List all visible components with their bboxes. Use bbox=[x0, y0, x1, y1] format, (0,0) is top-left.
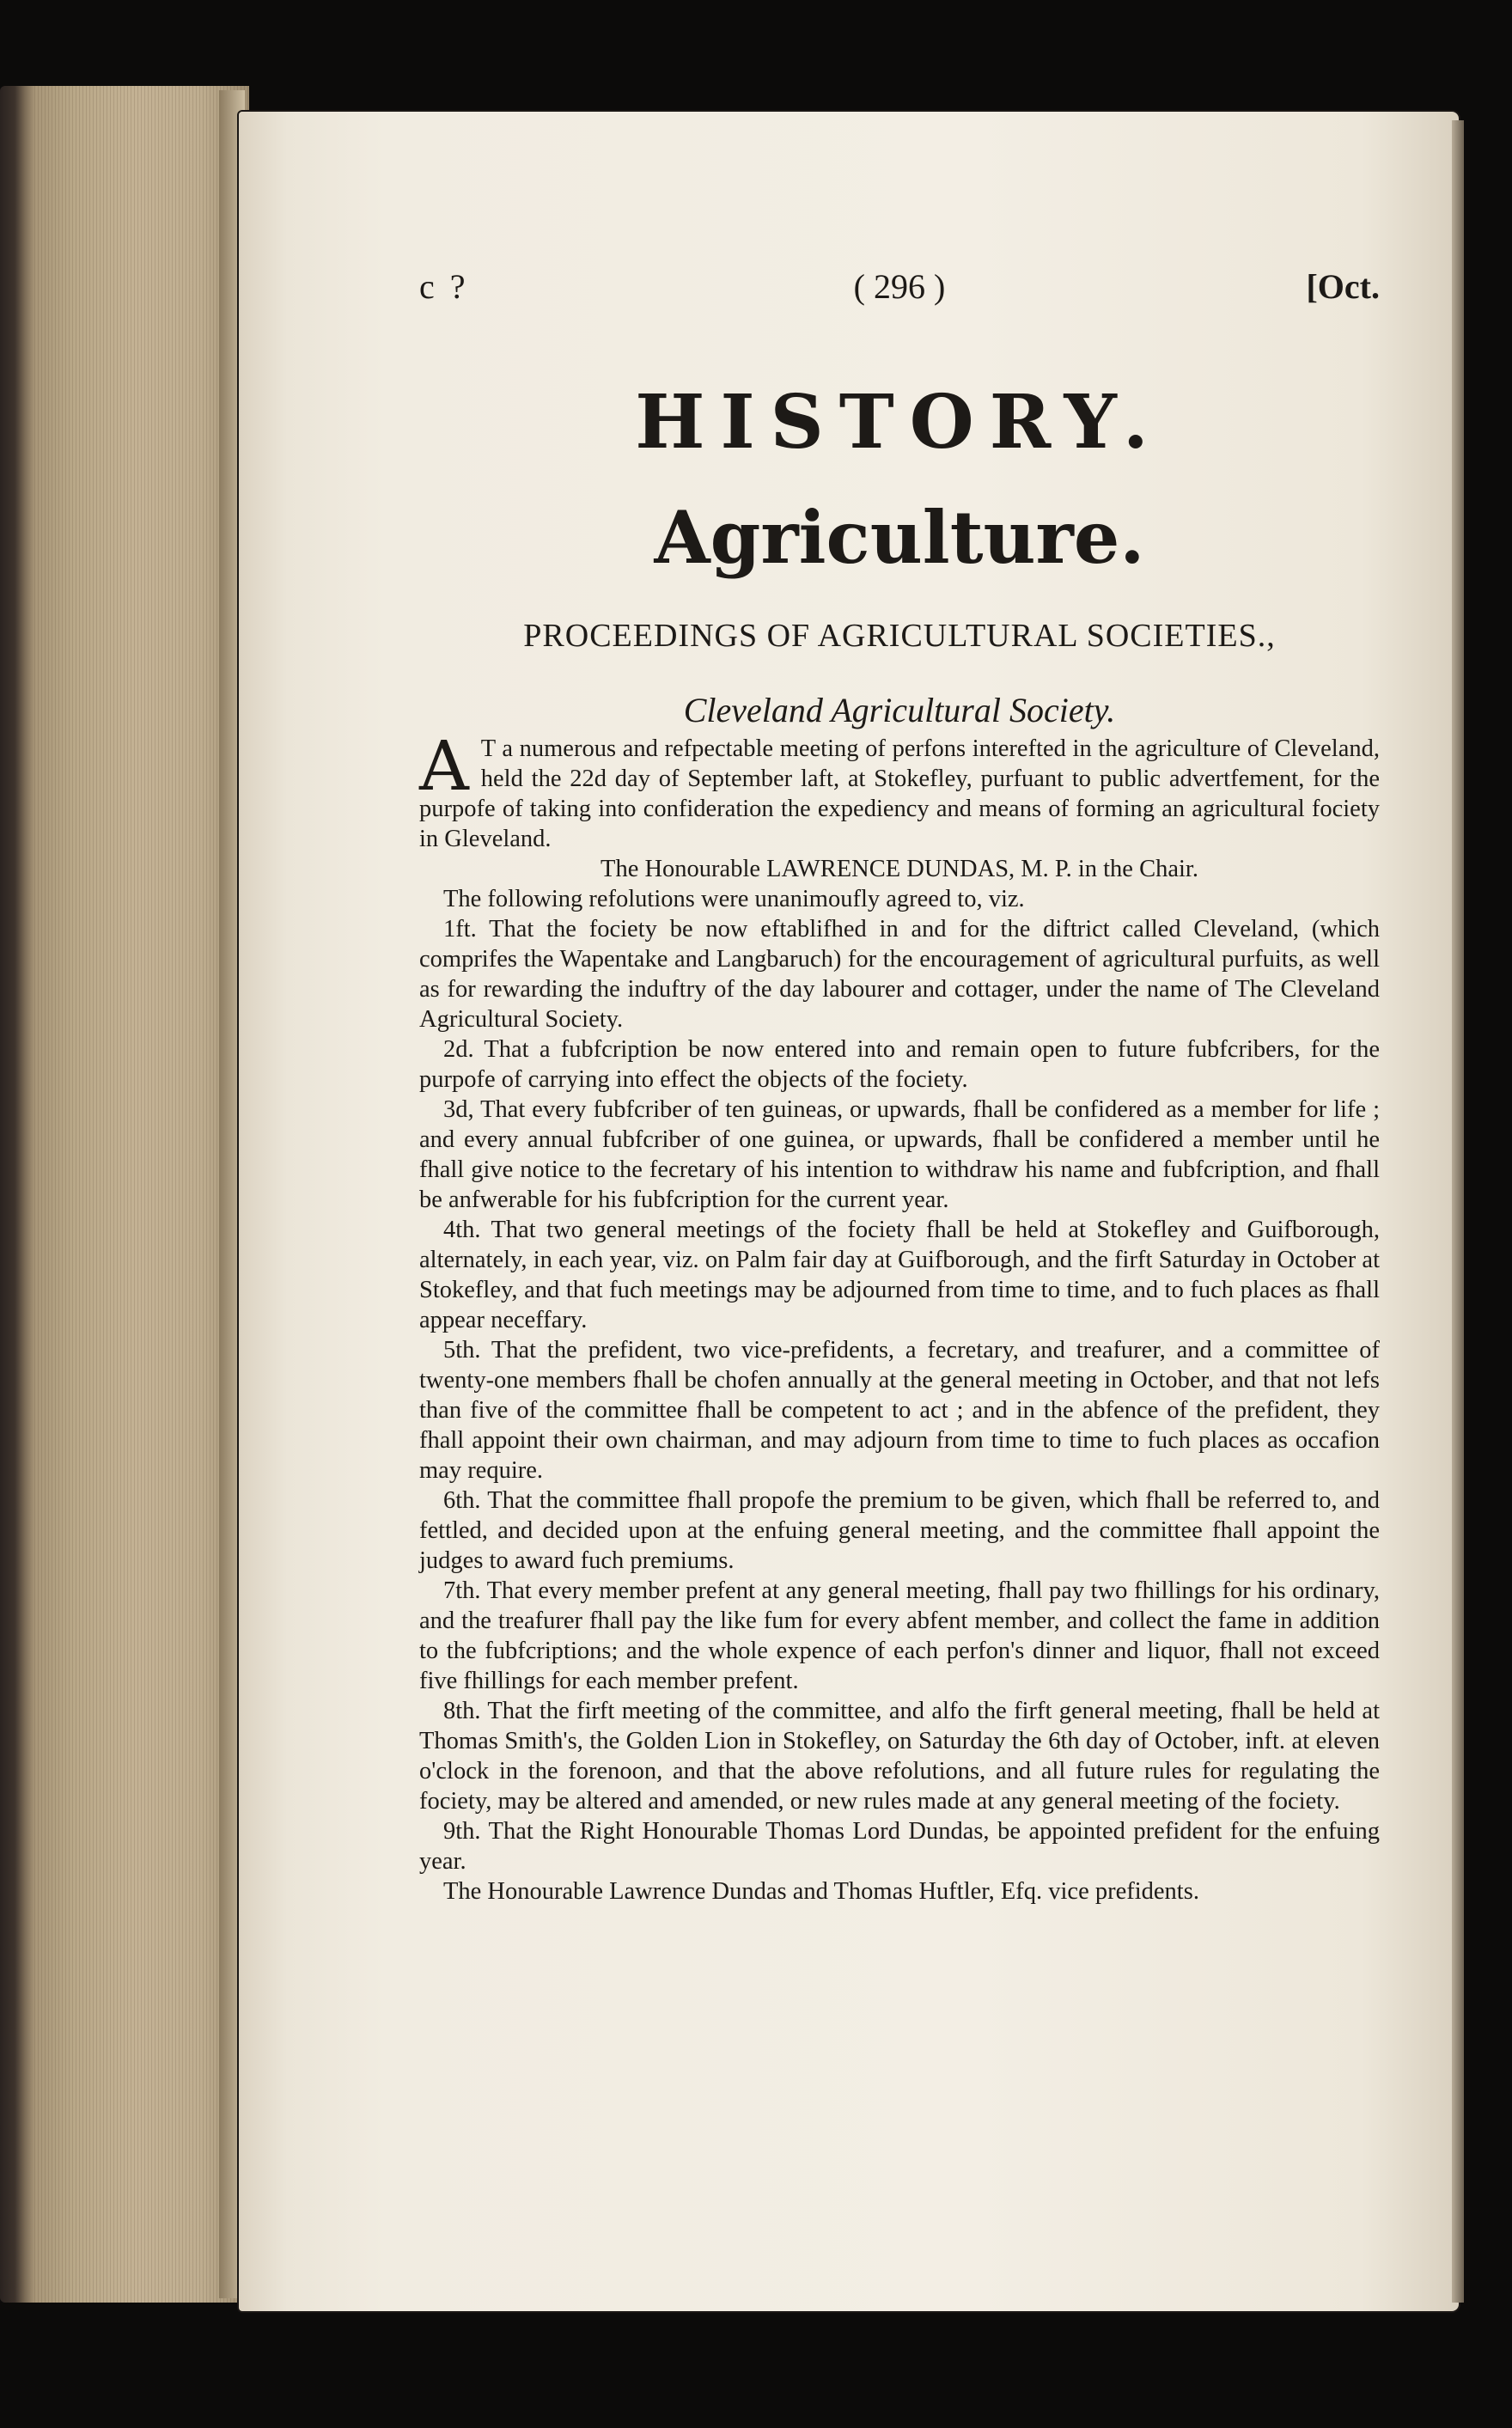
resolutions-intro: The following refolutions were unanimoufly agreed to, viz. bbox=[443, 886, 1025, 912]
article-body bbox=[419, 726, 1380, 1906]
society-heading: Cleveland Agricultural Society. bbox=[683, 691, 1116, 729]
resolution-8: 8th. That the firft meeting of the committee, and alfo the firft general meeting, fhall be held at Thomas Smith's, the Golden Lion in Stokefley, on Saturday the 6th day of October, inft. at eleven o'clock in the forenoon, and that the above refolutions, and all future rules for regulating the fociety, may be altered and amended, or new rules made at any general meeting of the fociety. bbox=[419, 1698, 1380, 1815]
resolution-7: 7th. That every member prefent at any general meeting, fhall pay two fhillings for his ordinary, and the treafurer fhall pay the like fum for every abfent member, and collect the fame in addition to the fubfcriptions; and the whole expence of each perfon's dinner and liquor, fhall not exceed five fhillings for each member prefent. bbox=[419, 1577, 1380, 1694]
resolution-5: 5th. That the prefident, two vice-prefidents, a fecretary, and treafurer, and a committee of twenty-one members fhall be chofen annually at the general meeting in October, and that not lefs than five of the committee fhall be competent to act ; and in the abfence of the prefident, they fhall appoint their own chairman, and may adjourn from time to time to fuch places as occafion may require. bbox=[419, 1337, 1380, 1484]
subject-title: Agriculture. bbox=[654, 495, 1145, 580]
opening-paragraph bbox=[419, 726, 1380, 854]
running-head bbox=[419, 266, 1380, 326]
resolution-2: 2d. That a fubfcription be now entered into and remain open to future fubfcribers, for the purpofe of carrying into effect the objects of the fociety. bbox=[419, 1036, 1380, 1093]
chair-line: The Honourable LAWRENCE DUNDAS, M. P. in the Chair. bbox=[601, 856, 1198, 882]
page-number: ( 296 ) bbox=[853, 267, 946, 306]
drop-cap: A bbox=[419, 726, 469, 806]
opening-text: T a numerous and refpectable meeting of perfons interefted in the agriculture of Cleveland, held the 22d day of September laft, at Stokefley, purfuant to public advertfement, for the purpofe of taking into confideration the expediency and means of forming an agricultural fociety in Gleveland. bbox=[419, 735, 1380, 852]
section-title: HISTORY. bbox=[635, 379, 1164, 466]
running-head-month: [Oct. bbox=[1306, 267, 1380, 306]
resolution-6: 6th. That the committee fhall propofe the premium to be given, which fhall be referred to, and fettled, and decided upon at the enfuing general meeting, and the committee fhall appoint the judges to award fuch premiums. bbox=[419, 1487, 1380, 1574]
page-right-edge bbox=[1452, 120, 1464, 2303]
page-content bbox=[419, 266, 1380, 1906]
resolution-9: 9th. That the Right Honourable Thomas Lord Dundas, be appointed prefident for the enfuing year. bbox=[419, 1818, 1380, 1875]
resolution-1: 1ft. That the fociety be now eftablifhed in and for the diftrict called Cleveland, (which comprifes the Wapentake and Langbaruch) for the encouragement of agricultural purfuits, as well as for rewarding the induftry of the day labourer and cottager, under the name of The Cleveland Agricultural Society. bbox=[419, 916, 1380, 1033]
proceedings-heading: PROCEEDINGS OF AGRICULTURAL SOCIETIES., bbox=[523, 618, 1276, 654]
resolution-4: 4th. That two general meetings of the fociety fhall be held at Stokefley and Guifborough, alternately, in each year, viz. on Palm fair day at Guifborough, and the firft Saturday in October at Stokefley, and that fuch meetings may be adjourned from time to time, and to fuch places as fhall appear neceffary. bbox=[419, 1217, 1380, 1333]
running-head-mark: c ? bbox=[419, 267, 469, 306]
book-page-edges bbox=[0, 86, 249, 2303]
closing-paragraph: The Honourable Lawrence Dundas and Thomas Huftler, Efq. vice prefidents. bbox=[443, 1878, 1199, 1905]
resolution-3: 3d, That every fubfcriber of ten guineas, or upwards, fhall be confidered as a member for life ; and every annual fubfcriber of one guinea, or upwards, fhall be confidered a member until he fhall give notice to the fecretary of his intention to withdraw his name and fubfcription, and fhall be anfwerable for his fubfcription for the current year. bbox=[419, 1096, 1380, 1213]
